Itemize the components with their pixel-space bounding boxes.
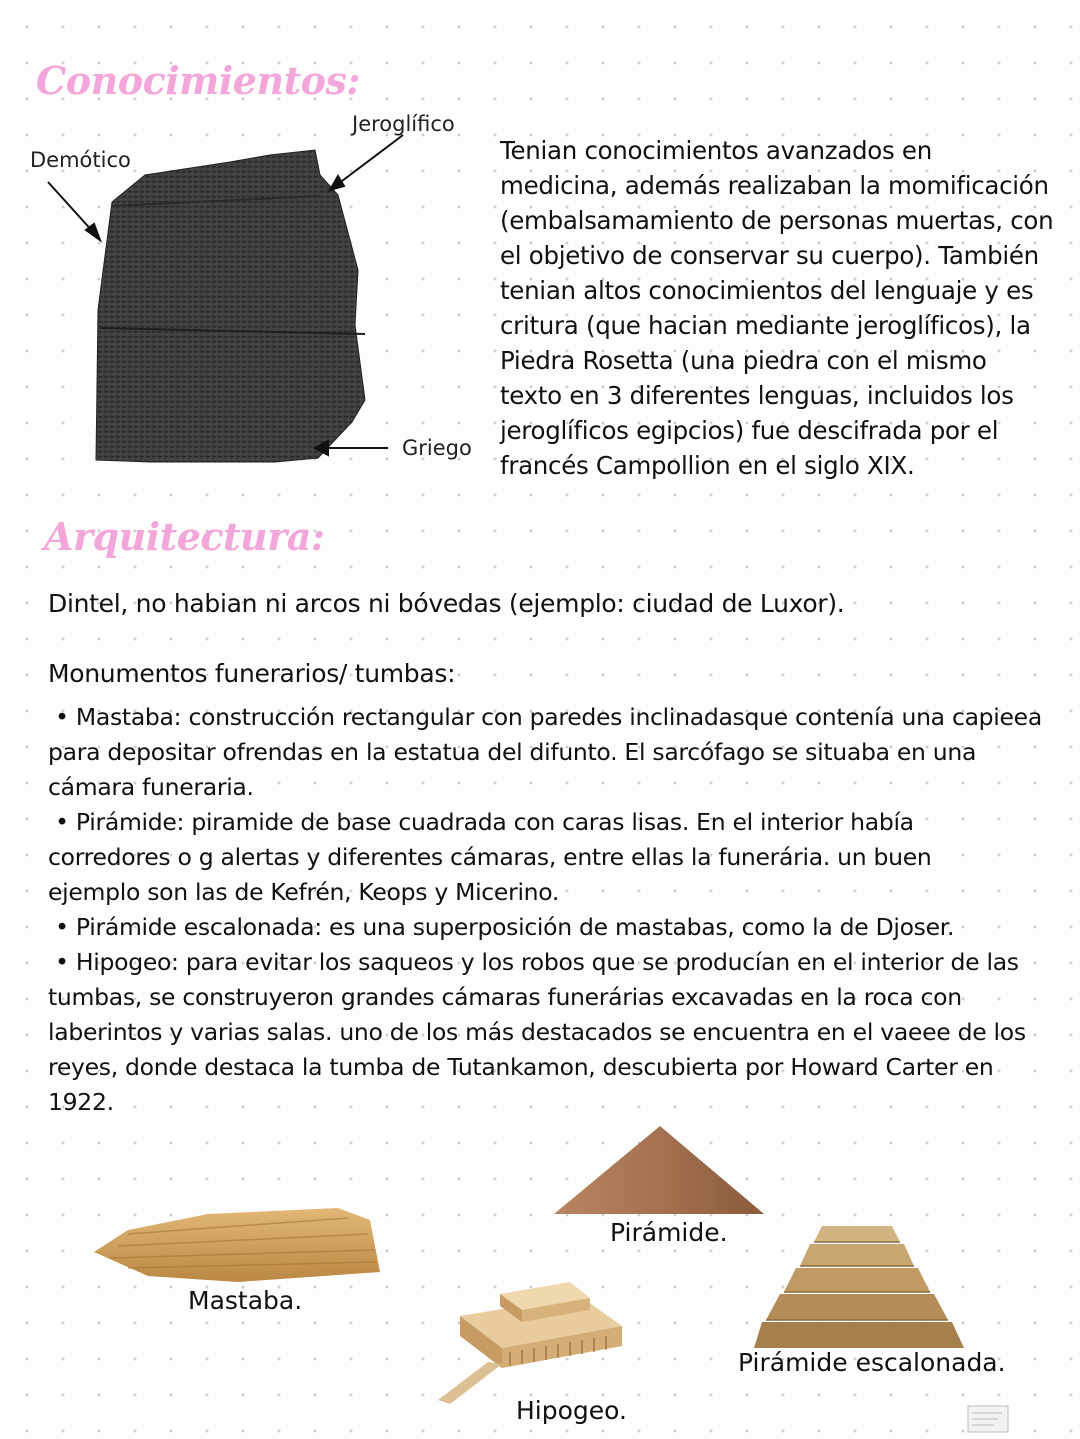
label-griego: Griego <box>402 436 472 460</box>
text-line: texto en 3 diferentes lenguas, incluidos los <box>500 381 1014 410</box>
piramide-escalonada-image <box>752 1218 972 1350</box>
list-item-escalonada <box>48 910 1078 945</box>
label-demotico: Demótico <box>30 148 131 172</box>
list-item-mastaba <box>48 700 1078 805</box>
text-line: el objetivo de conservar su cuerpo). También <box>500 241 1039 270</box>
dintel-text: Dintel, no habian ni arcos ni bóvedas (ejemplo: ciudad de Luxor). <box>48 589 845 618</box>
arrow-griego <box>315 441 388 455</box>
text-line: jeroglíficos egipcios) fue descifrada por el <box>500 416 999 445</box>
text-line: critura (que hacian mediante jeroglíficos), la <box>500 311 1031 340</box>
caption-piramide: Pirámide. <box>610 1218 728 1247</box>
mastaba-image <box>88 1200 388 1290</box>
label-jeroglifico: Jeroglífico <box>352 112 455 136</box>
text-line: Piedra Rosetta (una piedra con el mismo <box>500 346 987 375</box>
text-line: para depositar ofrendas en la estatua del difunto. El sarcófago se situaba en una <box>48 738 977 766</box>
piramide-image <box>550 1122 770 1222</box>
text-line: Tenian conocimientos avanzados en <box>500 136 932 165</box>
caption-mastaba: Mastaba. <box>188 1286 303 1315</box>
text-line: ejemplo son las de Kefrén, Keops y Micerino. <box>48 878 560 906</box>
arrow-demotico <box>48 182 100 240</box>
list-item-piramide <box>48 805 1078 910</box>
section-title-conocimientos: Conocimientos: <box>36 58 360 103</box>
text-line: francés Campollion en el siglo XIX. <box>500 451 915 480</box>
bullet-list <box>48 700 1078 1120</box>
conocimientos-paragraph <box>500 133 1060 483</box>
caption-hipogeo: Hipogeo. <box>516 1396 627 1425</box>
text-line: tenian altos conocimientos del lenguaje y es <box>500 276 1034 305</box>
text-line: laberintos y varias salas. uno de los más destacados se encuentra en el vaeee de los <box>48 1018 1026 1046</box>
text-line: • Pirámide escalonada: es una superposición de mastabas, como la de Djoser. <box>48 913 955 941</box>
section-title-arquitectura: Arquitectura: <box>44 514 325 559</box>
text-line: • Pirámide: piramide de base cuadrada con caras lisas. En el interior había <box>48 808 914 836</box>
text-line: 1922. <box>48 1088 114 1116</box>
text-line: cámara funeraria. <box>48 773 254 801</box>
arrow-jeroglifico <box>330 135 403 190</box>
text-line: • Hipogeo: para evitar los saqueos y los robos que se producían en el interior de las <box>48 948 1019 976</box>
list-item-hipogeo <box>48 945 1078 1120</box>
monumentos-title: Monumentos funerarios/ tumbas: <box>48 659 456 688</box>
text-line: (embalsamamiento de personas muertas, con <box>500 206 1054 235</box>
text-line: reyes, donde destaca la tumba de Tutankamon, descubierta por Howard Carter en <box>48 1053 994 1081</box>
text-line: • Mastaba: construcción rectangular con paredes inclinadasque contenía una capieea <box>48 703 1042 731</box>
hipogeo-image <box>430 1276 630 1406</box>
rosetta-stone-image <box>96 150 365 462</box>
text-line: medicina, además realizaban la momificación <box>500 171 1049 200</box>
caption-piramide-escalonada: Pirámide escalonada. <box>738 1348 1006 1377</box>
text-line: corredores o g alertas y diferentes cámaras, entre ellas la funerária. un buen <box>48 843 932 871</box>
text-line: tumbas, se construyeron grandes cámaras funerárias excavadas en la roca con <box>48 983 962 1011</box>
corner-thumbnail-icon <box>966 1404 1010 1434</box>
